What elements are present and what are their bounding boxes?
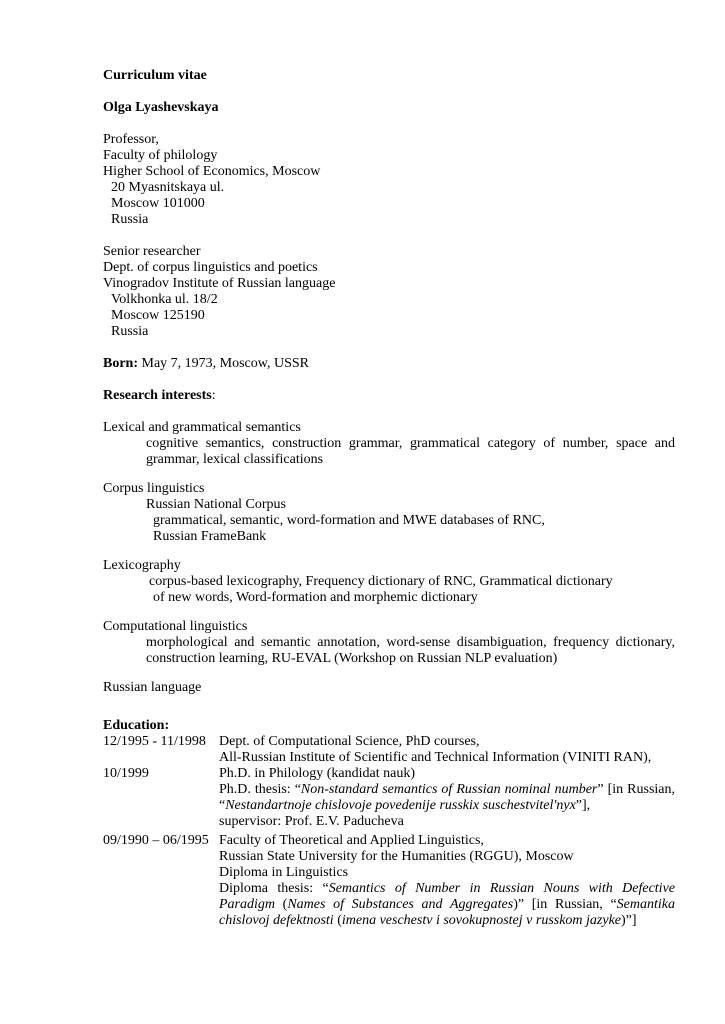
- education-date: 09/1990 – 06/1995: [103, 833, 209, 848]
- position: Senior researcher: [103, 244, 201, 259]
- education-entry: [103, 833, 675, 929]
- education-date: 12/1995 - 11/1998: [103, 734, 206, 749]
- faculty: Faculty of Theoretical and Applied Linguistics,: [219, 833, 484, 848]
- research-area-details: corpus-based lexicography, Frequency dictionary of RNC, Grammatical dictionary: [149, 574, 613, 589]
- institution: Vinogradov Institute of Russian language: [103, 276, 336, 291]
- person-name: Olga Lyashevskaya: [103, 100, 219, 115]
- research-area: [103, 619, 675, 667]
- street: Volkhonka ul. 18/2: [111, 292, 218, 307]
- university: Russian State University for the Humanities (RGGU), Moscow: [219, 849, 574, 864]
- affiliation-vinogradov: [103, 244, 675, 340]
- city: Moscow 125190: [111, 308, 205, 323]
- research-area-sub-item: grammatical, semantic, word-formation and MWE databases of RNC,: [153, 513, 545, 528]
- supervisor: supervisor: Prof. E.V. Paducheva: [219, 814, 404, 829]
- department: Dept. of corpus linguistics and poetics: [103, 260, 318, 275]
- research-area-details: of new words, Word-formation and morphemic dictionary: [153, 590, 478, 605]
- research-area-title: Russian language: [103, 680, 202, 695]
- research-area-details: cognitive semantics, construction grammar, grammatical category of number, space and grammar, lexical classifications: [146, 436, 675, 467]
- thesis: Diploma thesis: “Semantics of Number in Russian Nouns with Defective Paradigm (Names of Substances and Aggregates)” [in Russian, “Semantika chislovoj defektnosti (imena veschestv i sovokupnostej v russkom jazyke)”]: [219, 881, 675, 928]
- born-line: [103, 356, 675, 372]
- country: Russia: [111, 324, 149, 339]
- cv-document: [103, 68, 675, 929]
- research-heading: Research interests:: [103, 388, 216, 403]
- research-area-details: morphological and semantic annotation, word-sense disambiguation, frequency dictionary, construction learning, RU-EVAL (Workshop on Russian NLP evaluation): [146, 635, 675, 666]
- research-area-sub-item: Russian FrameBank: [153, 529, 267, 544]
- research-area-title: Corpus linguistics: [103, 481, 205, 496]
- research-area: [103, 481, 675, 545]
- education-heading: Education:: [103, 718, 170, 733]
- research-area: [103, 558, 675, 606]
- research-area-sub: Russian National Corpus: [146, 497, 286, 512]
- education-entry: [103, 734, 675, 766]
- document-title: Curriculum vitae: [103, 68, 207, 83]
- research-area: [103, 420, 675, 468]
- city: Moscow 101000: [111, 196, 205, 211]
- thesis: Ph.D. thesis: “Non-standard semantics of Russian nominal number” [in Russian, “Nestandartnoje chislovoje povedenije russkix suschestvitel'nyx”],: [219, 782, 676, 813]
- faculty: Faculty of philology: [103, 148, 218, 163]
- country: Russia: [111, 212, 149, 227]
- education-entry: [103, 766, 675, 830]
- research-area-title: Computational linguistics: [103, 619, 248, 634]
- institution: Higher School of Economics, Moscow: [103, 164, 321, 179]
- education-line: Dept. of Computational Science, PhD courses,: [219, 734, 480, 749]
- diploma: Diploma in Linguistics: [219, 865, 349, 880]
- education-date: 10/1999: [103, 766, 149, 781]
- affiliation-hse: [103, 132, 675, 228]
- research-area-title: Lexicography: [103, 558, 181, 573]
- born-value: May 7, 1973, Moscow, USSR: [138, 356, 309, 371]
- position: Professor,: [103, 132, 159, 147]
- born-label: Born:: [103, 356, 138, 371]
- degree: Ph.D. in Philology (kandidat nauk): [219, 766, 415, 781]
- education-line: All-Russian Institute of Scientific and Technical Information (VINITI RAN),: [219, 750, 652, 765]
- research-area-title: Lexical and grammatical semantics: [103, 420, 301, 435]
- street: 20 Myasnitskaya ul.: [111, 180, 225, 195]
